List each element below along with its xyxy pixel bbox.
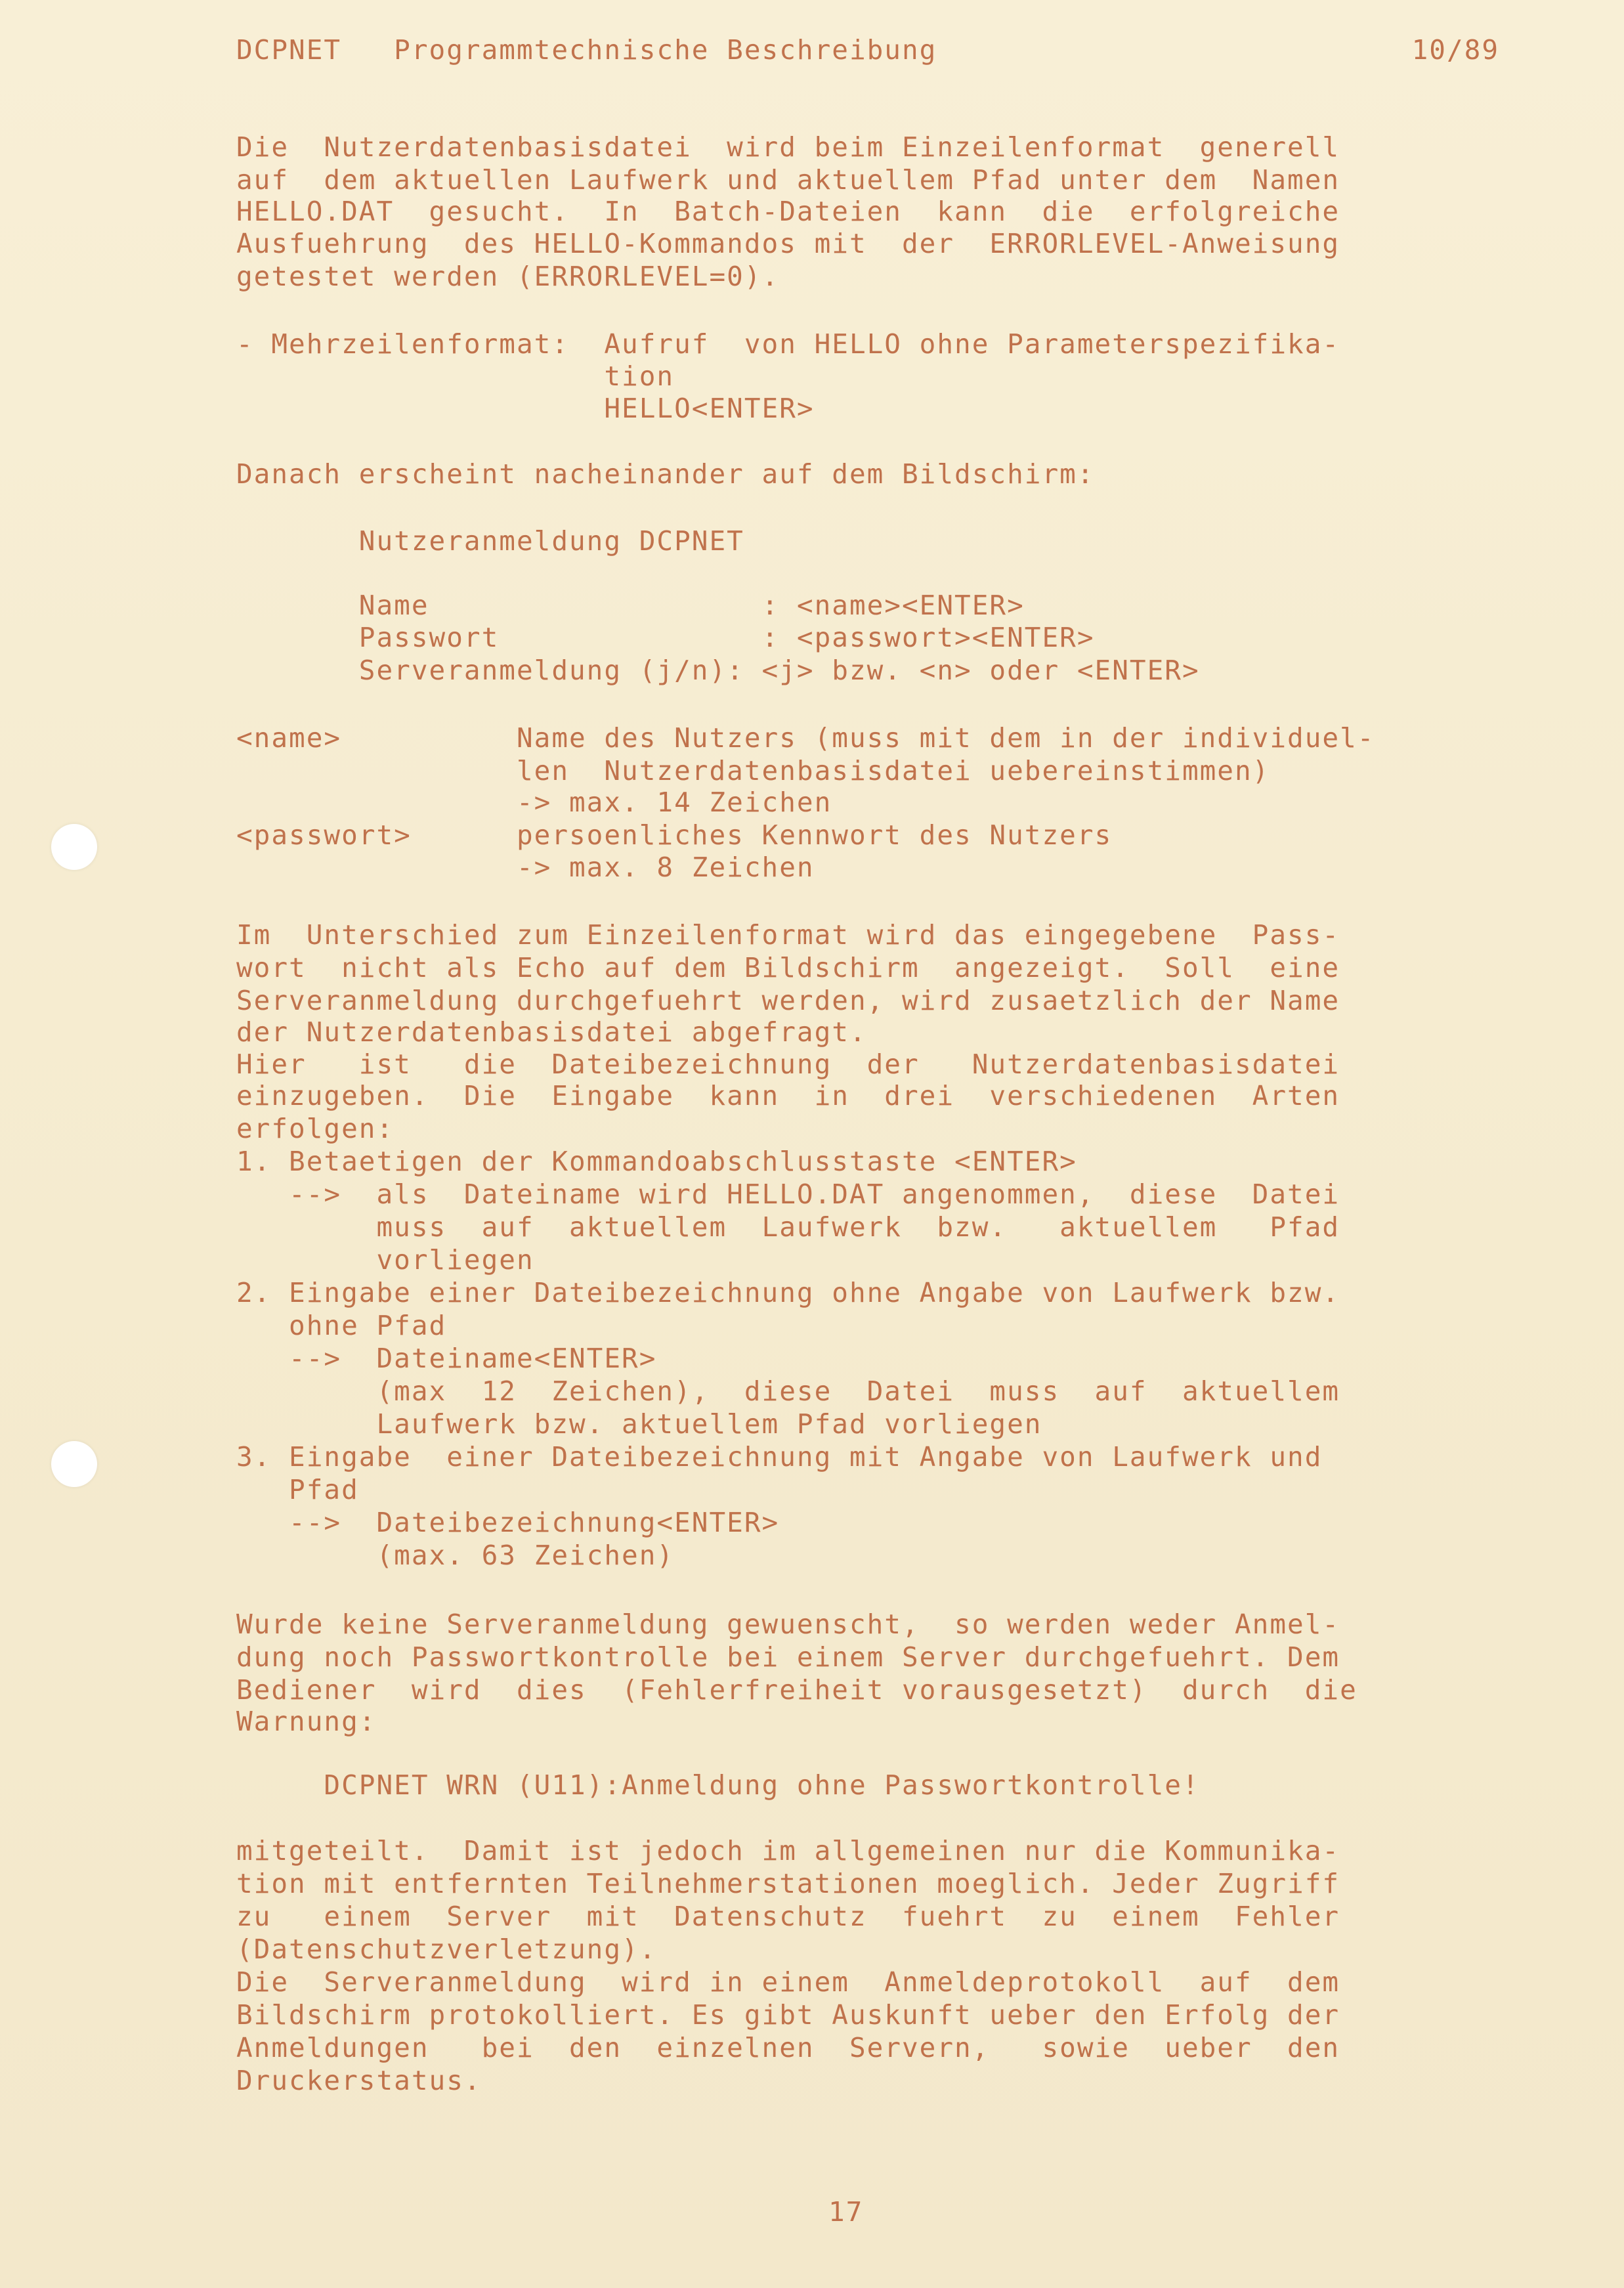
text-line: Name : <name><ENTER> xyxy=(236,590,1025,621)
punch-hole-bottom xyxy=(51,1441,97,1487)
text-line: vorliegen xyxy=(236,1244,534,1276)
text-line: 1. Betaetigen der Kommandoabschlusstaste <ENTER> xyxy=(236,1146,1077,1177)
text-line: 2. Eingabe einer Dateibezeichnung ohne Angabe von Laufwerk bzw. xyxy=(236,1277,1340,1308)
text-line: --> Dateibezeichnung<ENTER> xyxy=(236,1507,780,1538)
header-page-ref: 10/89 xyxy=(1411,34,1499,66)
document-header: DCPNET Programmtechnische Beschreibung xyxy=(236,34,937,66)
text-line: (Datenschutzverletzung). xyxy=(236,1933,657,1965)
text-line: tion mit entfernten Teilnehmerstationen moeglich. Jeder Zugriff xyxy=(236,1868,1340,1899)
text-line: einzugeben. Die Eingabe kann in drei verschiedenen Arten xyxy=(236,1080,1340,1112)
text-line: Pfad xyxy=(236,1474,359,1505)
text-line: (max. 63 Zeichen) xyxy=(236,1540,675,1571)
text-line: Im Unterschied zum Einzeilenformat wird das eingegebene Pass- xyxy=(236,919,1340,951)
text-line: auf dem aktuellen Laufwerk und aktuellem Pfad unter dem Namen xyxy=(236,164,1340,196)
text-line: Passwort : <passwort><ENTER> xyxy=(236,622,1095,653)
text-line: erfolgen: xyxy=(236,1113,395,1144)
text-line: Bediener wird dies (Fehlerfreiheit vorausgesetzt) durch die xyxy=(236,1674,1357,1706)
text-line: Druckerstatus. xyxy=(236,2065,482,2096)
text-line: zu einem Server mit Datenschutz fuehrt zu einem Fehler xyxy=(236,1901,1340,1932)
text-line: tion xyxy=(236,360,675,392)
text-line: wort nicht als Echo auf dem Bildschirm angezeigt. Soll eine xyxy=(236,952,1340,983)
text-line: Laufwerk bzw. aktuellem Pfad vorliegen xyxy=(236,1408,1042,1440)
text-line: Serveranmeldung (j/n): <j> bzw. <n> oder <ENTER> xyxy=(236,655,1200,686)
text-line: len Nutzerdatenbasisdatei uebereinstimmen) xyxy=(236,755,1270,787)
text-line: mitgeteilt. Damit ist jedoch im allgemeinen nur die Kommunika- xyxy=(236,1835,1340,1867)
text-line: Nutzeranmeldung DCPNET xyxy=(236,525,744,557)
text-line: Die Serveranmeldung wird in einem Anmeldeprotokoll auf dem xyxy=(236,1966,1340,1998)
punch-hole-top xyxy=(51,824,97,870)
text-line: Wurde keine Serveranmeldung gewuenscht, so werden weder Anmel- xyxy=(236,1608,1340,1640)
text-line: HELLO.DAT gesucht. In Batch-Dateien kann die erfolgreiche xyxy=(236,196,1340,227)
text-line: der Nutzerdatenbasisdatei abgefragt. xyxy=(236,1016,867,1048)
text-line: - Mehrzeilenformat: Aufruf von HELLO ohne Parameterspezifika- xyxy=(236,328,1340,360)
text-line: (max 12 Zeichen), diese Datei muss auf aktuellem xyxy=(236,1375,1340,1407)
text-line: -> max. 14 Zeichen xyxy=(236,787,832,818)
text-line: <name> Name des Nutzers (muss mit dem in der individuel- xyxy=(236,722,1375,754)
text-line: Ausfuehrung des HELLO-Kommandos mit der ERRORLEVEL-Anweisung xyxy=(236,228,1340,259)
text-line: Hier ist die Dateibezeichnung der Nutzerdatenbasisdatei xyxy=(236,1048,1340,1080)
text-line: 3. Eingabe einer Dateibezeichnung mit Angabe von Laufwerk und xyxy=(236,1441,1323,1473)
text-line: --> Dateiname<ENTER> xyxy=(236,1343,657,1374)
text-line: Danach erscheint nacheinander auf dem Bildschirm: xyxy=(236,458,1095,490)
text-line: <passwort> persoenliches Kennwort des Nutzers xyxy=(236,819,1113,851)
text-line: muss auf aktuellem Laufwerk bzw. aktuellem Pfad xyxy=(236,1211,1340,1243)
text-line: DCPNET WRN (U11):Anmeldung ohne Passwortkontrolle! xyxy=(236,1769,1200,1801)
page-number: 17 xyxy=(828,2196,864,2228)
text-line: Warnung: xyxy=(236,1706,377,1737)
text-line: Anmeldungen bei den einzelnen Servern, sowie ueber den xyxy=(236,2032,1340,2063)
text-line: Bildschirm protokolliert. Es gibt Auskunft ueber den Erfolg der xyxy=(236,1999,1340,2031)
text-line: -> max. 8 Zeichen xyxy=(236,852,815,883)
text-line: --> als Dateiname wird HELLO.DAT angenommen, diese Datei xyxy=(236,1178,1340,1210)
text-line: ohne Pfad xyxy=(236,1310,447,1341)
text-line: Die Nutzerdatenbasisdatei wird beim Einzeilenformat generell xyxy=(236,131,1340,163)
text-line: HELLO<ENTER> xyxy=(236,393,815,424)
text-line: Serveranmeldung durchgefuehrt werden, wird zusaetzlich der Name xyxy=(236,985,1340,1016)
text-line: getestet werden (ERRORLEVEL=0). xyxy=(236,261,780,292)
text-line: dung noch Passwortkontrolle bei einem Server durchgefuehrt. Dem xyxy=(236,1641,1340,1673)
